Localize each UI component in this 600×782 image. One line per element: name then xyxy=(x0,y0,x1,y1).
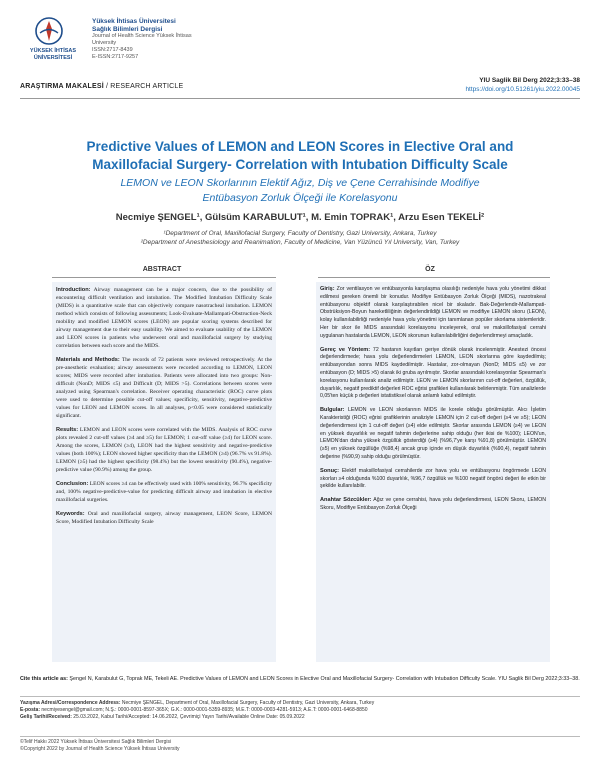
oz-giris xyxy=(320,286,546,341)
abstract-heading-rule xyxy=(52,277,276,278)
bulgular-label: Bulgular: xyxy=(320,407,345,414)
title-english xyxy=(20,138,580,174)
keywords-label: Keywords: xyxy=(56,511,85,517)
affiliations xyxy=(20,229,580,247)
oz-anahtar-sozcukler xyxy=(320,497,546,513)
journal-sub-line1: Journal of Health Science Yüksek İhtisas xyxy=(92,33,192,39)
title-english-line1: Predictive Values of LEMON and LEON Scores in Elective Oral and xyxy=(86,139,514,154)
copyright-en: ©Copyright 2022 by Journal of Health Science Yüksek İhtisas University xyxy=(20,746,180,752)
logo-text-line1: YÜKSEK İHTİSAS xyxy=(29,48,77,54)
title-turkish xyxy=(20,176,580,206)
oz-gerec-yontem xyxy=(320,347,546,402)
conclusion-label: Conclusion: xyxy=(56,481,89,487)
sonuc-label: Sonuç: xyxy=(320,467,339,474)
doi-link[interactable]: https://doi.org/10.51261/yiu.2022.00045 xyxy=(465,86,580,93)
correspondence-text: Necmiye ŞENGEL, Department of Oral, Maxillofacial Surgery, Faculty of Dentistry, Gazi University, Ankara, Turkey xyxy=(120,700,375,706)
methods-text: The records of 72 patients were reviewed retrospectively. At the pre-anesthetic evaluation; airway assessments were recorded according to LEMON, LEON scores; MIDS were recorded after intubation. Patients were allocated into two groups: Non-difficult (NonD; MIDS ≤5) and Difficult (D; MIDS >5). Correlations between scores were analyzed using Spearman's correlation. Receiver operating characteristic (ROC) curve plots were used to determine possible cut-off values; specificity, sensitivity, negative-predictive values for LEON and LEMON scores. In all analyses, p<0.05 were considered statistically significant. xyxy=(56,357,272,419)
cite-label: Cite this article as: xyxy=(20,676,68,682)
abstract-heading: ABSTRACT xyxy=(142,266,182,273)
title-english-line2: Maxillofacial Surgery- Correlation with Intubation Difficulty Scale xyxy=(92,157,508,172)
abstract-english-box xyxy=(52,282,276,662)
copyright xyxy=(20,739,580,753)
correspondence-label: Yazışma Adresi/Correspondence Address: xyxy=(20,700,121,706)
journal-info xyxy=(92,18,242,61)
cite-text: Şengel N, Karabulut G, Toprak ME, Tekeli AE. Predictive Values of LEMON and LEON Scores in Elective Oral and Maxillofacial Surgery- Correlation with Intubation Difficulty Scale. YIU Saglik Bil Derg 2022;3:33–38. xyxy=(67,676,580,682)
introduction-text: Airway management can be a major concern, due to the possibility of encountering difficult ventilation and intubation. The Modified Intubation Difficulty Scale (MIDS) is a quantitative scale that can objectively compare nasotracheal intubation. LEMON method which consists of following assessments; Look-Evaluate-Mallampati-Obstruction-Neck mobility and modified LEMON scores (LEON) are popular scoring systems described for airway management due to their easy usability. We aimed to evaluate usability of the LEMON and LEON scores in patients who underwent oral and maxillofacial surgery by studying correlation between each score and the MIDS. xyxy=(56,287,272,349)
footer-divider-2 xyxy=(20,736,580,737)
footer-meta xyxy=(20,700,580,722)
cite-this-article xyxy=(20,676,580,684)
journal-issn: ISSN:2717-8439 xyxy=(92,47,133,53)
journal-reference: YIU Saglik Bil Derg 2022;3:33–38 xyxy=(479,77,580,84)
email-line xyxy=(20,707,580,714)
conclusion-text: LEON scores ≥4 can be effectively used with 100% sensitivity, 96.7% specificity and, 100% negative-predictive-value for predicting difficult airway and intubation in elective maxillofacial surgeries. xyxy=(56,481,272,503)
giris-text: Zor ventilasyon ve entübasyonla karşılaşma olasılığı nedeniyle hava yolu yönetimi dikkat edilmesi gereken önemli bir konudur. Modifiye Entübasyon Zorluk Ölçeği (MIDS), nazotrakeal entübasyonu objektif olarak karşılaştırabilen nicel bir skaladır. Bak-Değerlendir-Mallampati-Obstrüksiyon-Boyun hareketliliğinin değerlendirildiği LEMON ve modifiye LEMON skoru (LEON), kolay kullanılabilirliği nedeniyle hava yolu yönetimi için tanımlanan popüler skorlama sistemleridir. Her bir skor ile MIDS arasındaki korelasyonu inceleyerek, oral ve maksillofasiyal cerrahi uygulanan hastalarda LEMON, LEON skorunun kullanılabilirliğini değerlendirmeyi amaçladık. xyxy=(320,286,546,339)
dates-line xyxy=(20,714,580,721)
title-turkish-line1: LEMON ve LEON Skorlarının Elektif Ağız, Diş ve Çene Cerrahisinde Modifiye xyxy=(120,177,480,189)
dates-text: 25.03.2022, Kabul Tarihi/Accepted: 14.06.2022, Çevrimiçi Yayın Tarihi/Available Online Date: 05.09.2022 xyxy=(71,714,305,721)
methods-label: Materials and Methods: xyxy=(56,357,120,363)
article-type xyxy=(20,83,183,90)
author-list: Necmiye ŞENGEL¹, Gülsüm KARABULUT¹, M. Emin TOPRAK¹, Arzu Esen TEKELİ² xyxy=(115,212,485,223)
sonuc-text: Elektif maksillofasiyal cerrahilerde zor hava yolu ve entübasyonu öngörmede LEON skorları ≥4 olduğunda %100 duyarlılık, %96,7 özgüllük ve %100 negatif öngörü değeri ile etkin bir şekilde kullanılabilir. xyxy=(320,467,546,490)
anahtar-sozcukler-text: Ağız ve çene cerrahisi, hava yolu değerlendirmesi, LEON Skoru, LEMON Skoru, Modifiye Entübasyon Zorluk Ölçeği xyxy=(320,497,546,511)
bulgular-text: LEMON ve LEON skorlarının MIDS ile korele olduğu görülmüştür. Alıcı İşletim Karakteristiği (ROC) eğrisi grafiklerinin analiziyle LEMON için 2 cut-off değeri (≥4 ve ≥5); LEON değerlendirmesi için 1 cut-off değeri (≥4) elde edilmiştir. Skorlar arasında LEMON (≥4) ve LEON en yüksek duyarlılık ve negatif tahmin değerlerine sahip olduğu (her ikisi de %100); LEON'un, LEMON'dan daha yüksek özgüllük gösterdiği (≥4) (%96,7'ye karşı %91,8) görülmüştür. LEMON (≥5) en yüksek özgüllüğe (%98,4) ancak grup içinde en düşük duyarlılık (%90,4), negatif tahmin değerine (%90,9) sahip olduğu görülmüştür. xyxy=(320,407,546,460)
abstract-results xyxy=(56,426,272,474)
journal-header xyxy=(20,14,580,76)
dates-label: Geliş Tarihi/Received: xyxy=(20,714,72,721)
affiliation-2: ²Department of Anesthesiology and Reanimation, Faculty of Medicine, Van Yüzüncü Yıl University, Van, Turkey xyxy=(140,239,460,246)
logo-text-line2: ÜNİVERSİTESİ xyxy=(33,54,73,61)
header-divider xyxy=(20,98,580,99)
journal-sub-line2: University xyxy=(92,40,117,46)
oz-heading: ÖZ xyxy=(425,266,435,273)
introduction-label: Introduction: xyxy=(56,287,91,293)
giris-label: Giriş: xyxy=(320,286,335,292)
footer-divider xyxy=(20,696,580,697)
abstract-conclusion xyxy=(56,480,272,504)
gerec-yontem-label: Gereç ve Yöntem: xyxy=(320,346,371,353)
keywords-text: Oral and maxillofacial surgery, airway management, LEON Score, LEMON Score, Modified Intubation Difficulty Scale xyxy=(56,511,272,525)
gerec-yontem-text: 72 hastanın kayıtları geriye dönük olarak incelenmiştir. Anestezi öncesi değerlendirmede; hava yolu değerlendirmeleri LEMON, LEON skorlarına göre kaydedilmiş; entübasyondan sonra MIDS kaydedilmiştir. Hastalar, zor-olmayan (NonD; MIDS ≤5) ve zor entübasyon (D; MIDS >5) olarak iki gruba ayrılmıştır. Skorlar arasındaki korelasyonlar Spearman's korelasyonu kullanılarak analiz edilmiştir. LEON ve LEMON skorlarının cut-off değerleri, özgüllük, duyarlılık, negatif prediktif değerleri ROC eğrisi grafikleri kullanılarak belirlenmiştir. Tüm analizlerde 0,05'ten küçük p değerleri istatistiksel olarak anlamlı kabul edilmiştir. xyxy=(320,346,546,400)
abstract-introduction xyxy=(56,286,272,350)
affiliation-1: ¹Department of Oral, Maxillofacial Surgery, Faculty of Dentistry, Gazi University, Ankara, Turkey xyxy=(163,230,437,237)
article-type-en: / RESEARCH ARTICLE xyxy=(103,83,184,90)
correspondence-line xyxy=(20,700,580,707)
anahtar-sozcukler-label: Anahtar Sözcükler: xyxy=(320,497,372,504)
university-logo xyxy=(20,14,86,76)
oz-sonuc xyxy=(320,468,546,491)
university-logo-icon xyxy=(34,16,64,46)
article-type-tr: ARAŞTIRMA MAKALESİ xyxy=(20,83,104,90)
abstract-turkish-box xyxy=(316,282,550,662)
journal-eissn: E-ISSN:2717-9257 xyxy=(92,54,139,60)
email-label: E-posta: xyxy=(20,707,40,714)
oz-bulgular xyxy=(320,407,546,462)
journal-name-line1: Yüksek İhtisas Üniversitesi xyxy=(92,18,176,25)
citation-right xyxy=(465,76,580,94)
title-turkish-line2: Entübasyon Zorluk Ölçeği ile Korelasyonu xyxy=(202,192,398,204)
results-text: LEMON and LEON scores were correlated with the MIDS. Analysis of ROC curve plots revealed 2 cut-off values (≥4 and ≥5) for LEMON; 1 cut-off value (≥4) for LEON score. Among the scores, LEMON (≥4), LEON had the highest sensitivity and negative-predictive values (both 100%); LEON showed higher specificity than the LEMON (≥4) (96.7% vs 91.8%). LEMON (≥5) had the highest specificity (98.4%) but the lowest sensitivity (90.4%), negative-predictive value (90.9%) among the group. xyxy=(56,427,272,473)
journal-name-line2: Sağlık Bilimleri Dergisi xyxy=(92,25,163,33)
oz-heading-rule xyxy=(318,277,550,278)
abstract-methods xyxy=(56,356,272,420)
results-label: Results: xyxy=(56,427,79,433)
abstract-keywords xyxy=(56,510,272,526)
email-text: necmiyesengel@gmail.com; N.Ş.: 0000-0001-8597-365X; G.K.: 0000-0001-5359-8935; M.E.T: 0000-0003-4281-5913; A.E.T: 0000-0001-6468-8850 xyxy=(40,707,368,714)
copyright-tr: ©Telif Hakkı 2022 Yüksek İhtisas Üniversitesi Sağlık Bilimleri Dergisi xyxy=(20,739,172,745)
